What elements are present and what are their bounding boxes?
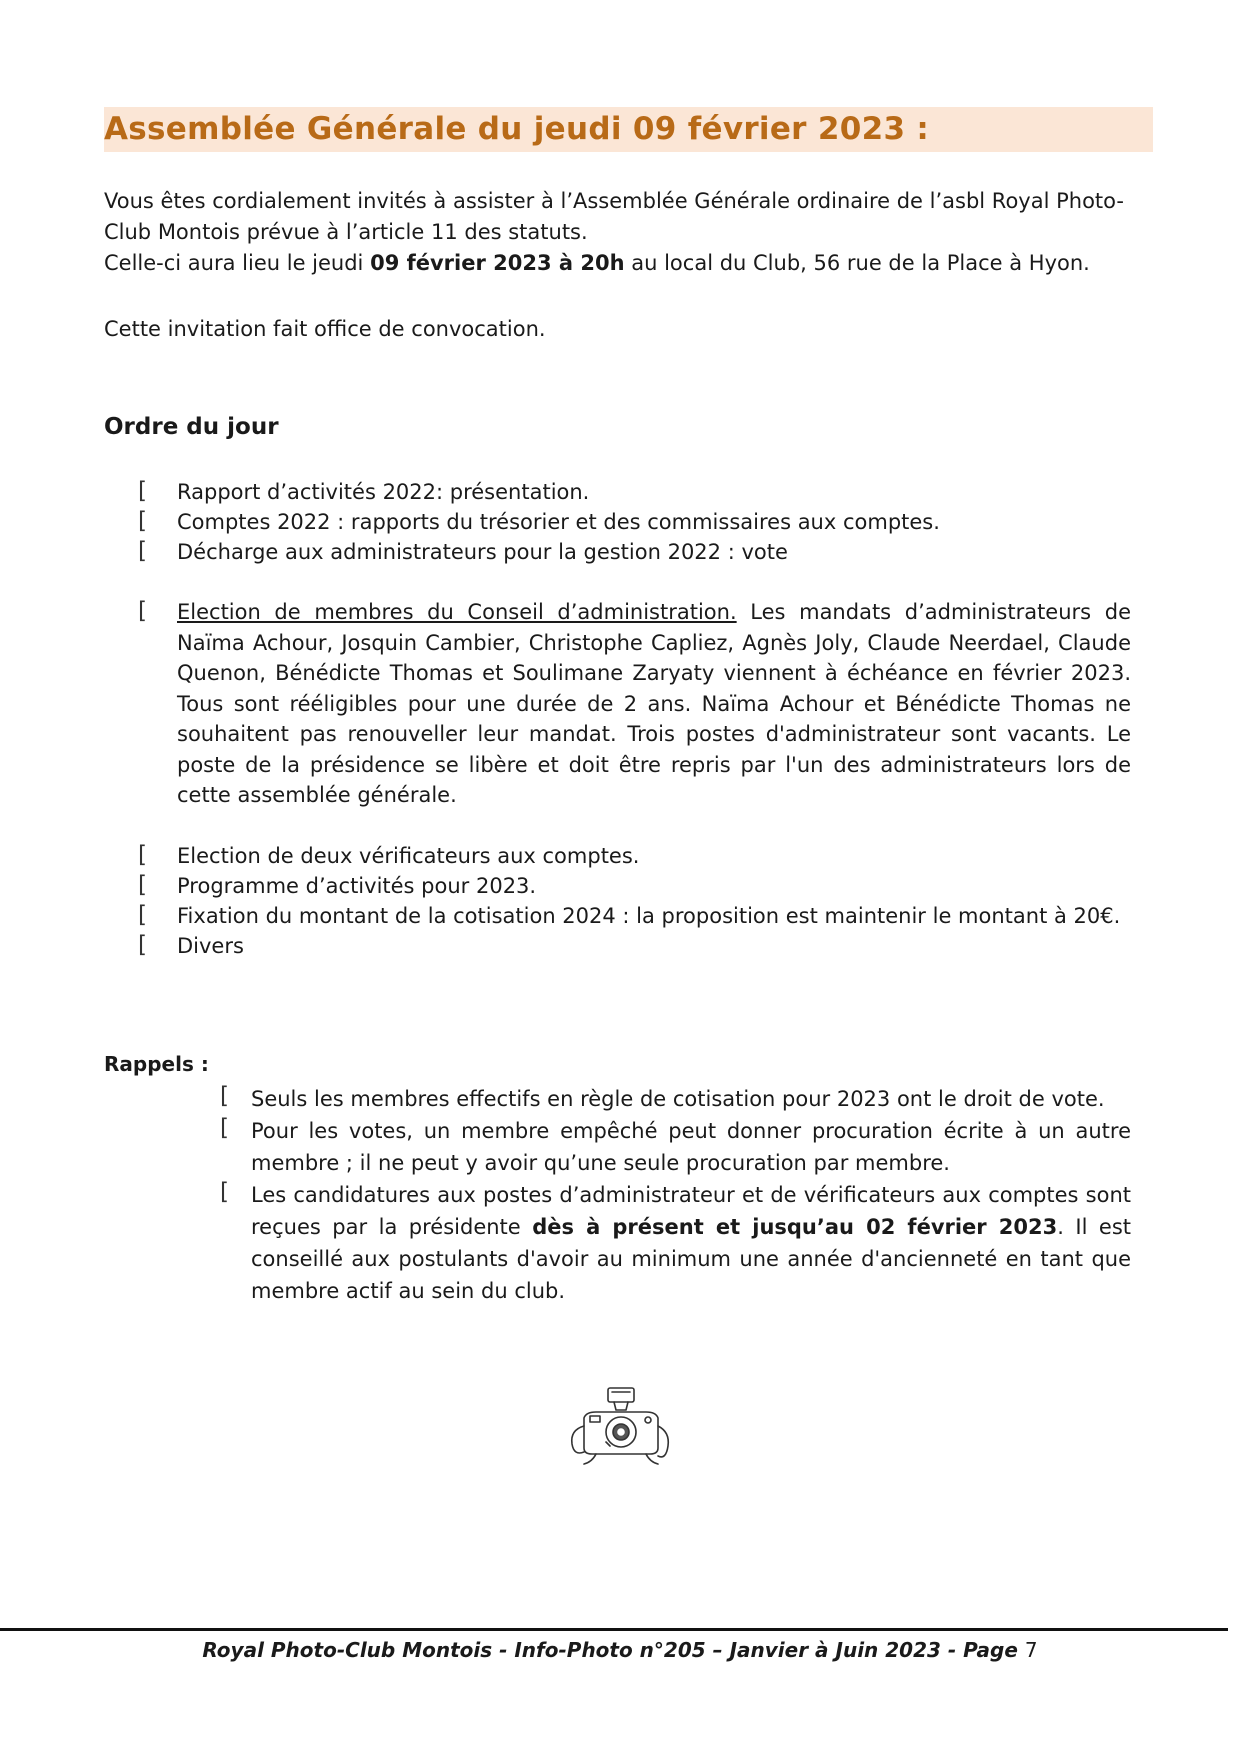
intro-line-2-start: Celle-ci aura lieu le jeudi: [104, 251, 371, 275]
bullet-icon: [: [138, 902, 147, 928]
bullet-icon: [: [138, 872, 147, 898]
agenda-item-2: Comptes 2022 : rapports du trésorier et des commissaires aux comptes.: [177, 510, 940, 534]
meeting-date: 09 février 2023 à 20h: [370, 251, 625, 275]
reminder-item-2: Pour les votes, un membre empêché peut donner procuration écrite à un autre membre ; il ne peut y avoir qu’une seule procuration par membre.: [251, 1119, 1131, 1175]
bullet-icon: [: [220, 1179, 229, 1205]
bullet-icon: [: [138, 478, 147, 504]
agenda-item-7: Divers: [177, 934, 244, 958]
reminder-3-start: Les candidatures aux postes d’administrateur et de vérificateurs aux comptes sont reçues par la présidente: [251, 1183, 1131, 1239]
reminders-heading: Rappels :: [104, 1052, 209, 1076]
convocation-note: Cette invitation fait office de convocation.: [104, 317, 546, 341]
agenda-item-election: [177, 597, 1131, 811]
deadline-date: dès à présent et jusqu’au 02 février 2023: [532, 1215, 1058, 1239]
intro-line-1: Vous êtes cordialement invités à assister à l’Assemblée Générale ordinaire de l’asbl Royal Photo-Club Montois prévue à l’article 11 des statuts.: [104, 189, 1124, 244]
camera-icon: [566, 1386, 674, 1472]
reminder-item-1: Seuls les membres effectifs en règle de cotisation pour 2023 ont le droit de vote.: [251, 1087, 1105, 1111]
intro-line-2-end: au local du Club, 56 rue de la Place à Hyon.: [624, 251, 1090, 275]
intro-paragraph: [104, 186, 1154, 279]
reminder-3-end: . Il est conseillé aux postulants d'avoir au minimum une année d'ancienneté en tant que membre actif au sein du club.: [251, 1215, 1131, 1303]
agenda-item-5: Programme d’activités pour 2023.: [177, 874, 537, 898]
page-footer: [0, 1638, 1240, 1662]
agenda-item-4: Election de deux vérificateurs aux comptes.: [177, 844, 640, 868]
agenda-item-1: Rapport d’activités 2022: présentation.: [177, 480, 590, 504]
agenda-heading: Ordre du jour: [104, 414, 279, 440]
election-text: Les mandats d’administrateurs de Naïma Achour, Josquin Cambier, Christophe Capliez, Agnès Joly, Claude Neerdael, Claude Quenon, Bénédicte Thomas et Soulimane Zaryaty viennent à échéance en février 2023. Tous sont rééligibles pour une durée de 2 ans. Naïma Achour et Bénédicte Thomas ne souhaitent pas renouveller leur mandat. Trois postes d'administrateur sont vacants. Le poste de la présidence se libère et doit être repris par l'un des administrateurs lors de cette assemblée générale.: [177, 600, 1131, 807]
page-title: Assemblée Générale du jeudi 09 février 2023 :: [104, 111, 930, 147]
bullet-icon: [: [138, 538, 147, 564]
bullet-icon: [: [220, 1083, 229, 1109]
bullet-icon: [: [138, 508, 147, 534]
page-number: 7: [1024, 1638, 1038, 1662]
footer-divider: [0, 1628, 1228, 1631]
bullet-icon: [: [220, 1115, 229, 1141]
bullet-icon: [: [138, 932, 147, 958]
election-title: Election de membres du Conseil d’administration.: [177, 600, 737, 624]
reminder-item-3: [251, 1179, 1131, 1307]
bullet-icon: [: [138, 842, 147, 868]
footer-text: Royal Photo-Club Montois - Info-Photo n°205 – Janvier à Juin 2023 - Page: [202, 1638, 1025, 1662]
agenda-item-6: Fixation du montant de la cotisation 2024 : la proposition est maintenir le montant à 20€.: [177, 904, 1121, 928]
agenda-item-3: Décharge aux administrateurs pour la gestion 2022 : vote: [177, 540, 788, 564]
bullet-icon: [: [138, 598, 147, 624]
